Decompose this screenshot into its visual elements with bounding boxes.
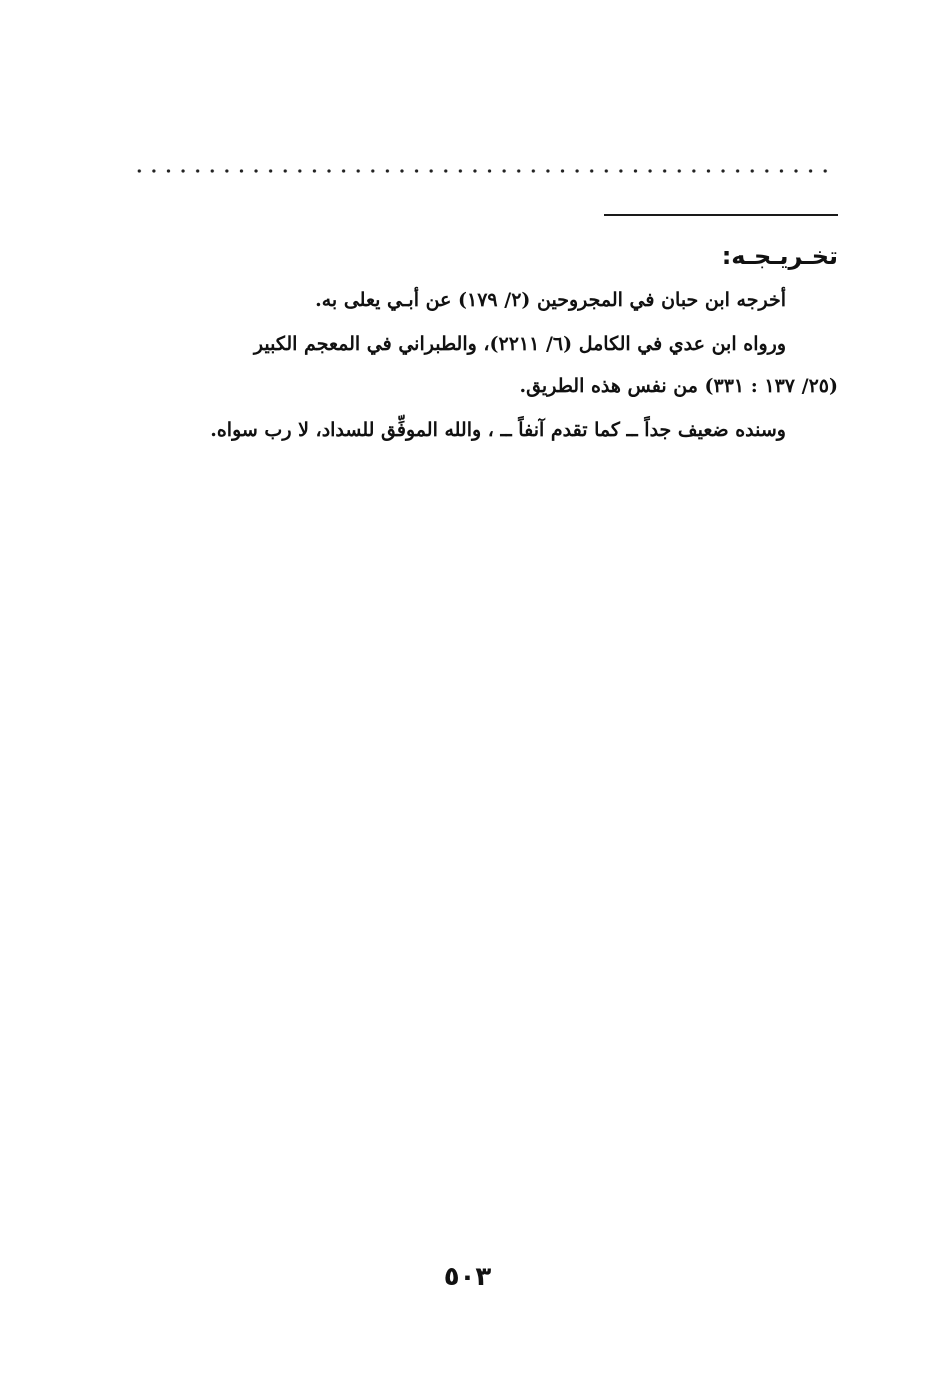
- section-rule: [604, 214, 838, 216]
- paragraph-isnad-grading: وسنده ضعيف جداً ــ كما تقدم آنفاً ــ ، والله الموفِّق للسداد، لا رب سواه.: [210, 419, 786, 441]
- paragraph-ibn-adi-continued: (٢٥/ ١٣٧ : ٣٣١) من نفس هذه الطريق.: [519, 375, 838, 397]
- paragraph-ibn-hibban: أخرجه ابن حبان في المجروحين (٢/ ١٧٩) عن أبـي يعلى به.: [315, 289, 786, 311]
- section-heading: تخـريـجـه:: [721, 242, 838, 270]
- page-number: ٥٠٣: [443, 1262, 492, 1292]
- dotted-separator: [132, 168, 836, 174]
- takhrij-section: [110, 236, 838, 452]
- paragraph-ibn-adi: ورواه ابن عدي في الكامل (٦/ ٢٢١١)، والطبراني في المعجم الكبير: [253, 333, 786, 355]
